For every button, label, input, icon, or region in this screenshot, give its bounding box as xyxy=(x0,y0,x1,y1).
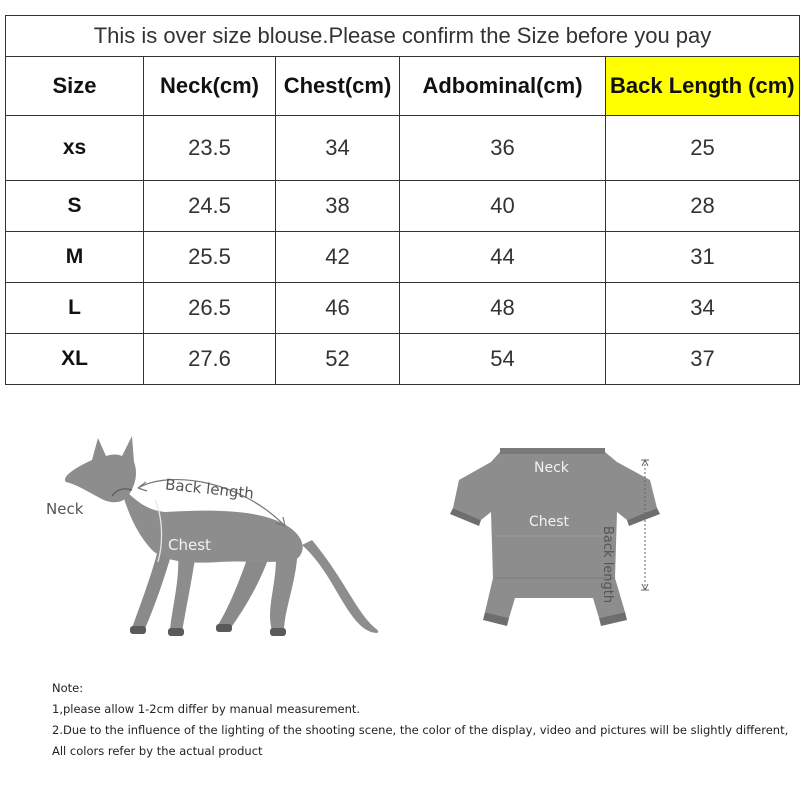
cat-chest-label: Chest xyxy=(168,536,211,554)
note-line: All colors refer by the actual product xyxy=(52,744,263,758)
size-cell: XL xyxy=(6,334,144,385)
cat-neck-label: Neck xyxy=(46,500,84,518)
neck-cell: 26.5 xyxy=(144,283,276,334)
size-cell: S xyxy=(6,181,144,232)
adbominal-cell: 54 xyxy=(400,334,606,385)
header-adbominal: Adbominal(cm) xyxy=(400,57,606,116)
shirt-chest-label: Chest xyxy=(529,514,570,530)
note-line: 2.Due to the influence of the lighting of the shooting scene, the color of the display, video and pictures will be slightly different, xyxy=(52,723,789,737)
chest-cell: 46 xyxy=(276,283,400,334)
cat-measurement-diagram xyxy=(40,430,400,645)
size-cell: L xyxy=(6,283,144,334)
chest-cell: 34 xyxy=(276,116,400,181)
shirt-measurement-diagram xyxy=(445,440,685,640)
neck-cell: 27.6 xyxy=(144,334,276,385)
shirt-neck-label: Neck xyxy=(534,460,569,476)
back-length-cell: 28 xyxy=(606,181,800,232)
header-chest: Chest(cm) xyxy=(276,57,400,116)
adbominal-cell: 36 xyxy=(400,116,606,181)
header-size: Size xyxy=(6,57,144,116)
neck-cell: 24.5 xyxy=(144,181,276,232)
size-chart-table xyxy=(5,15,800,385)
size-cell: xs xyxy=(6,116,144,181)
cat-back-length-label: Back length xyxy=(164,475,255,503)
notes-section xyxy=(52,678,792,762)
back-length-cell: 34 xyxy=(606,283,800,334)
back-length-cell: 25 xyxy=(606,116,800,181)
back-length-cell: 31 xyxy=(606,232,800,283)
back-length-cell: 37 xyxy=(606,334,800,385)
adbominal-cell: 40 xyxy=(400,181,606,232)
chest-cell: 42 xyxy=(276,232,400,283)
note-line: 1,please allow 1-2cm differ by manual measurement. xyxy=(52,702,361,716)
table-row xyxy=(6,232,800,283)
chest-cell: 52 xyxy=(276,334,400,385)
header-back-length: Back Length (cm) xyxy=(606,57,800,116)
header-neck: Neck(cm) xyxy=(144,57,276,116)
cat-silhouette-image xyxy=(40,430,400,645)
table-row xyxy=(6,116,800,181)
neck-cell: 23.5 xyxy=(144,116,276,181)
adbominal-cell: 44 xyxy=(400,232,606,283)
notes-heading: Note: xyxy=(52,681,84,695)
size-cell: M xyxy=(6,232,144,283)
chest-cell: 38 xyxy=(276,181,400,232)
table-row xyxy=(6,181,800,232)
table-row xyxy=(6,283,800,334)
table-row xyxy=(6,334,800,385)
adbominal-cell: 48 xyxy=(400,283,606,334)
neck-cell: 25.5 xyxy=(144,232,276,283)
table-title: This is over size blouse.Please confirm the Size before you pay xyxy=(6,16,800,57)
shirt-back-length-label: Back length xyxy=(600,526,615,604)
